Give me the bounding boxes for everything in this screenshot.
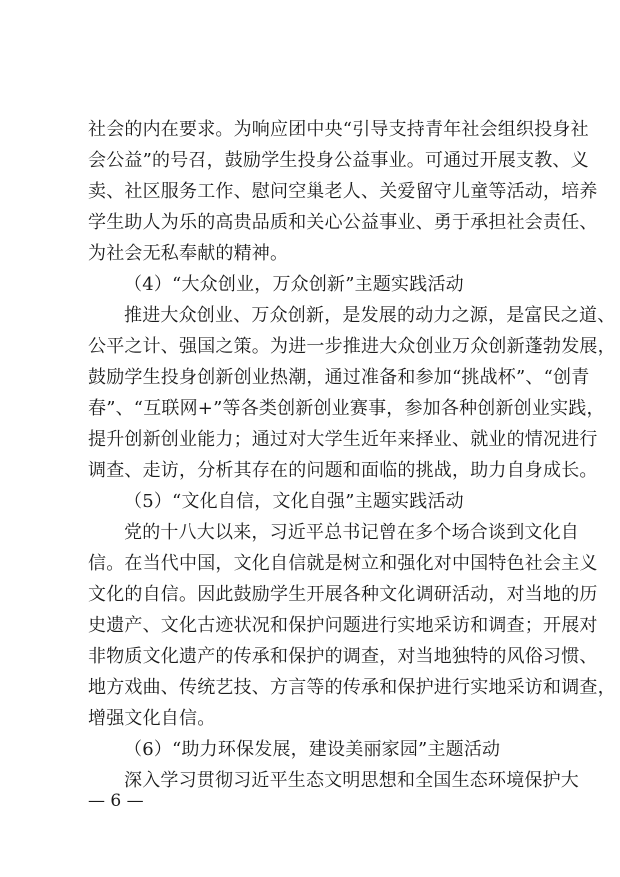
body-line: 信。在当代中国，文化自信就是树立和强化对中国特色社会主义 <box>88 553 598 574</box>
body-line: 调查、走访，分析其存在的问题和面临的挑战，助力自身成长。 <box>88 460 598 481</box>
body-line: 鼓励学生投身创新创业热潮，通过准备和参加“挑战杯”、“创青 <box>88 367 590 388</box>
body-line: 增强文化自信。 <box>88 708 216 729</box>
body-line: 史遗产、文化古迹状况和保护问题进行实地采访和调查；开展对 <box>88 615 598 636</box>
body-line: 社会的内在要求。为响应团中央“引导支持青年社会组织投身社 <box>88 119 589 140</box>
section-heading-4: （4）“大众创业，万众创新”主题实践活动 <box>124 274 464 295</box>
body-line: 文化的自信。因此鼓励学生开展各种文化调研活动，对当地的历 <box>88 584 598 605</box>
body-line: 非物质文化遗产的传承和保护的调查，对当地独特的风俗习惯、 <box>88 646 598 667</box>
body-line: 提升创新创业能力；通过对大学生近年来择业、就业的情况进行 <box>88 429 598 450</box>
body-line: 推进大众创业、万众创新，是发展的动力之源，是富民之道、 <box>124 305 616 326</box>
body-line: 党的十八大以来，习近平总书记曾在多个场合谈到文化自 <box>124 522 579 543</box>
body-line: 学生助人为乐的高贵品质和关心公益事业、勇于承担社会责任、 <box>88 212 598 233</box>
section-heading-6: （6）“助力环保发展，建设美丽家园”主题活动 <box>124 739 501 760</box>
body-line: 地方戏曲、传统艺技、方言等的传承和保护进行实地采访和调查， <box>88 677 616 698</box>
body-line: 卖、社区服务工作、慰问空巢老人、关爱留守儿童等活动，培养 <box>88 181 598 202</box>
body-line: 会公益”的号召，鼓励学生投身公益事业。可通过开展支教、义 <box>88 150 589 171</box>
body-line: 春”、“互联网+”等各类创新创业赛事，参加各种创新创业实践， <box>88 398 605 419</box>
body-line: 深入学习贯彻习近平生态文明思想和全国生态环境保护大 <box>124 770 579 791</box>
section-heading-5: （5）“文化自信，文化自强”主题实践活动 <box>124 491 464 512</box>
body-line: 为社会无私奉献的精神。 <box>88 243 289 264</box>
body-line: 公平之计、强国之策。为进一步推进大众创业万众创新蓬勃发展， <box>88 336 616 357</box>
page-number: — 6 — <box>88 791 144 811</box>
document-body <box>88 114 616 796</box>
